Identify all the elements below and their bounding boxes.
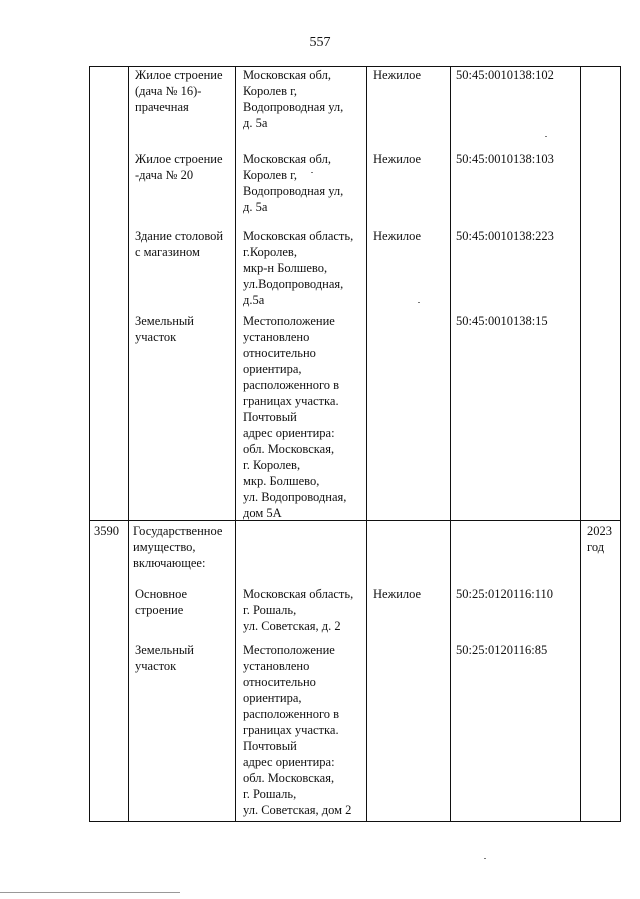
object-name: Жилое строение -дача № 20 bbox=[135, 152, 223, 182]
col-border-item bbox=[128, 66, 129, 822]
cadastral-number: 50:45:0010138:223 bbox=[456, 229, 554, 243]
col-border-year bbox=[580, 66, 581, 822]
object-type: Нежилое bbox=[373, 587, 422, 601]
scan-speck bbox=[311, 172, 313, 173]
object-address: Московская обл, Королев г, Водопроводная ул, д. 5а bbox=[243, 68, 344, 130]
col-border-cadastral bbox=[450, 66, 451, 822]
cadastral-number: 50:25:0120116:85 bbox=[456, 643, 548, 657]
scan-speck bbox=[545, 136, 547, 137]
object-address: Московская область, г.Королев, мкр-н Болшево, ул.Водопроводная, д.5а bbox=[243, 229, 354, 307]
object-name: Основное строение bbox=[135, 587, 188, 617]
row-separator bbox=[89, 520, 621, 521]
cadastral-number: 50:45:0010138:103 bbox=[456, 152, 554, 166]
col-border-number bbox=[89, 66, 90, 822]
object-type: Нежилое bbox=[373, 229, 422, 243]
page-number: 557 bbox=[309, 35, 331, 50]
object-name: Земельный участок bbox=[135, 643, 194, 673]
scan-edge-line bbox=[0, 892, 180, 893]
entry-year: 2023 год bbox=[587, 524, 612, 554]
cadastral-number: 50:45:0010138:102 bbox=[456, 68, 554, 82]
object-type: Нежилое bbox=[373, 152, 422, 166]
col-border-address bbox=[235, 66, 236, 822]
entry-number: 3590 bbox=[94, 524, 119, 538]
object-address: Московская обл, Королев г, Водопроводная ул, д. 5а bbox=[243, 152, 344, 214]
scan-speck bbox=[484, 858, 486, 859]
col-border-type bbox=[366, 66, 367, 822]
col-border-right bbox=[620, 66, 621, 822]
cadastral-number: 50:45:0010138:15 bbox=[456, 314, 548, 328]
object-type: Нежилое bbox=[373, 68, 422, 82]
object-name: Земельный участок bbox=[135, 314, 194, 344]
object-name: Здание столовой с магазином bbox=[135, 229, 224, 259]
cadastral-number: 50:25:0120116:110 bbox=[456, 587, 553, 601]
object-address: Местоположение установлено относительно ориентира, расположенного в границах участка. Почтовый адрес ориентира: обл. Московская, г. Королев, мкр. Болшево, ул. Водопроводная, дом 5А bbox=[243, 314, 347, 520]
scan-speck bbox=[418, 302, 420, 303]
table-bottom-border bbox=[89, 821, 621, 822]
object-name: Жилое строение (дача № 16)- прачечная bbox=[135, 68, 223, 114]
object-address: Московская область, г. Рошаль, ул. Советская, д. 2 bbox=[243, 587, 354, 633]
object-address: Местоположение установлено относительно ориентира, расположенного в границах участка. Почтовый адрес ориентира: обл. Московская, г. Рошаль, ул. Советская, дом 2 bbox=[243, 643, 352, 817]
entry-title: Государственное имущество, включающее: bbox=[133, 524, 223, 570]
